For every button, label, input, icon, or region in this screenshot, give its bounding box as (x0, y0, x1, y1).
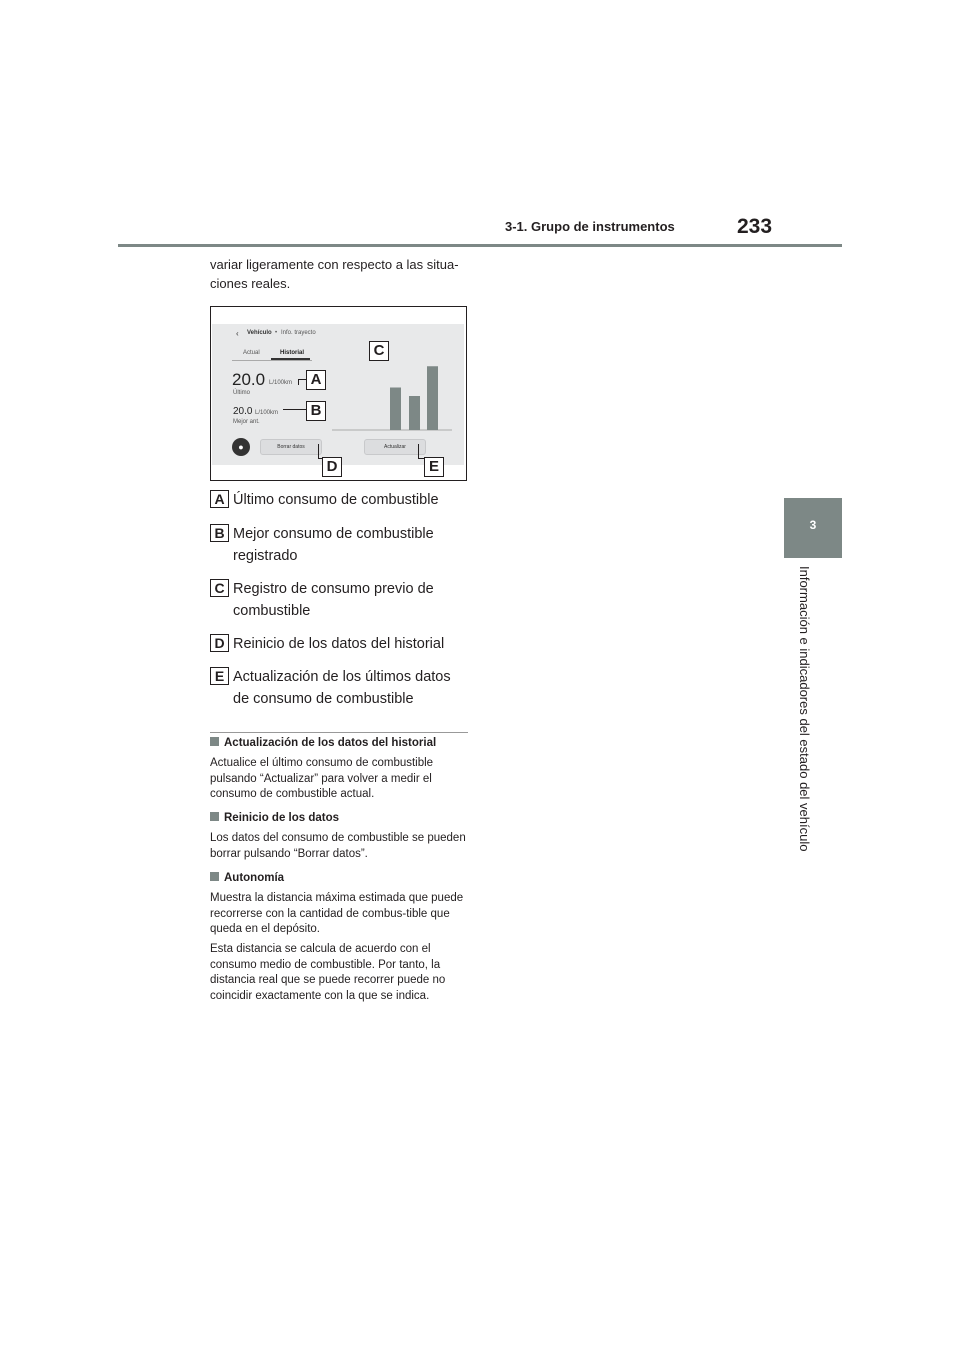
legend-item-d (233, 633, 473, 655)
section-title: 3-1. Grupo de instrumentos (505, 219, 675, 234)
legend-item-e (233, 666, 473, 710)
chapter-title: Información e indicadores del estado del vehículo (797, 566, 812, 852)
header-divider (118, 244, 842, 247)
chart-bar-2 (409, 396, 420, 430)
chart-bar-3 (427, 366, 438, 430)
best-consumption-unit: L/100km (255, 410, 279, 416)
legend-item-c (233, 578, 473, 622)
section-paragraph: Los datos del consumo de combustible se pueden borrar pulsando “Borrar datos”. (210, 832, 466, 860)
callout-e: E (424, 457, 444, 477)
callout-c: C (369, 341, 389, 361)
legend-item-a (233, 489, 473, 511)
tab-history[interactable]: Historial (280, 350, 305, 356)
legend-letter-b: B (210, 524, 229, 542)
chart-bar-1 (390, 388, 401, 431)
callout-a: A (306, 370, 326, 390)
section-heading-history-update: Actualización de los datos del historial (210, 737, 436, 749)
page-number: 233 (737, 215, 773, 238)
legend-text-cont: registrado (233, 548, 298, 564)
square-bullet-icon (210, 872, 219, 881)
legend-letter-a: A (210, 490, 229, 508)
microphone-icon[interactable]: ● (232, 438, 250, 456)
clear-data-button[interactable]: Borrar datos (260, 439, 322, 455)
leader-line-a (298, 379, 306, 380)
back-icon[interactable]: ‹ (236, 329, 239, 338)
callout-d: D (322, 457, 342, 477)
update-button[interactable]: Actualizar (364, 439, 426, 455)
legend-letter-e: E (210, 667, 229, 685)
square-bullet-icon (210, 812, 219, 821)
legend-text: Registro de consumo previo de (233, 581, 434, 597)
callout-b: B (306, 401, 326, 421)
breadcrumb-trip-info: Info. trayecto (281, 330, 316, 336)
tab-current[interactable]: Actual (243, 350, 260, 356)
best-consumption-value: 20.0 (233, 406, 253, 417)
intro-line-2: ciones reales. (210, 276, 291, 291)
breadcrumb-separator: • (275, 330, 278, 336)
legend-item-b (233, 523, 473, 567)
breadcrumb-vehicle[interactable]: Vehículo (247, 330, 272, 336)
best-consumption-label: Mejor ant. (233, 419, 260, 425)
leader-line-e (418, 444, 419, 458)
legend-text: Actualización de los últimos datos (233, 669, 451, 685)
leader-line-d (318, 444, 319, 458)
section-paragraph: Muestra la distancia máxima estimada que puede recorrerse con la cantidad de combus-tible que queda en el depósito. (210, 892, 464, 935)
tab-underline (232, 360, 312, 361)
leader-line-a-vertical (298, 379, 299, 385)
leader-line-b (283, 409, 306, 410)
latest-consumption-label: Último (233, 390, 251, 396)
intro-line-1: variar ligeramente con respecto a las situa- (210, 257, 459, 272)
section-heading-range: Autonomía (210, 872, 284, 884)
latest-consumption-unit: L/100km (269, 380, 293, 386)
section-paragraph: Actualice el último consumo de combustible pulsando “Actualizar” para volver a medir el consumo de combustible actual. (210, 757, 434, 800)
chapter-tab (784, 498, 842, 558)
legend-text-cont: de consumo de combustible (233, 691, 414, 707)
display-screen (212, 324, 464, 465)
chapter-number: 3 (809, 518, 817, 532)
tab-active-indicator (271, 358, 310, 360)
legend-letter-d: D (210, 634, 229, 652)
latest-consumption-value: 20.0 (232, 370, 266, 389)
history-chart (332, 362, 452, 432)
legend-letter-c: C (210, 579, 229, 597)
section-paragraph: Esta distancia se calcula de acuerdo con el consumo medio de combustible. Por tanto, la distancia real que se puede recorrer puede no coincidir exactamente con la que se indica. (210, 943, 446, 1002)
legend-text: Mejor consumo de combustible (233, 526, 434, 542)
section-divider (210, 732, 468, 733)
legend-text-cont: combustible (233, 603, 311, 619)
square-bullet-icon (210, 737, 219, 746)
section-heading-data-reset: Reinicio de los datos (210, 812, 339, 824)
legend-text: Reinicio de los datos del historial (233, 636, 445, 652)
legend-text: Último consumo de combustible (233, 492, 439, 508)
